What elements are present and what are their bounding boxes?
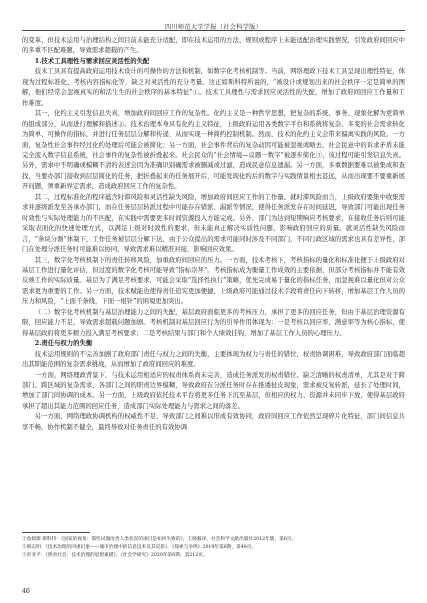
body-paragraph: （二）数字化考核机制与基层治理能力之间的失配，基层政府面临更多的考核压力，承担了更多的回应任务，但由于基层治理资源有限，回应能力不足，导致需求超载问题加剧。考核机制对基层回应行为的引导作用体现为：一是考核以回应率、满意率等为核心指标，使得基层政府将更多精力投入满足考核要求；二是考核结果与部门和个人绩效挂钩，增加了基层工作人员的心理压力。 [22,308,405,337]
footnote-rule [22,532,90,533]
body-paragraph: 另一方面，网络理政协调机构的权威性不足，导致部门之间难以形成有效协同，政府间回应工作依然呈现碎片化特征，部门间信息共享不畅，协作机制不健全，最终导致对任务责任的有效协调 [22,413,405,431]
footnotes [22,536,405,560]
body-paragraph: 一方面，网络理政背景下，与技术运用相适应的权责体系尚未完善，造成任务派发的权责错位。缺乏清晰的权责清单，尤其是对于跨部门、跨区域的复杂需求，各部门之间的职责边界模糊，导致政府在分派任务时存在推诿扯皮现象，需求被反复转派，延长了处理时间，增加了部门间协调的成本。另一方面，上级政府依托技术平台将更多任务下沉至基层，但相应的权力、资源并未同步下放，使得基层政府承担了超出其能力范围的回应任务，造成部门实际处理能力与需求之间的落差。 [22,371,405,410]
article-body [22,36,405,433]
body-paragraph: 其三，数字化考核机制下的责任转移风险，加重政府间回应的压力。一方面，技术考核下，考核指标的量化和标准化便于上级政府对基层工作进行量化评估，但过度的数字化考核可能导致“指标崇拜”。考核指标成为衡量工作成效的主要依据，但部分考核指标并不能有效反映工作的实际质量。基层为了满足考核要求，可能会采取“选择性执行”策略，优先完成易于量化的指标任务，而忽视难以量化但对公众需求更为重要的工作。另一方面，技术赋能也使得责任追究更加便捷，上级政府可能通过技术手段将责任向下转移，增加基层工作人员的压力和风险，“上面千条线，下面一根针”的困境更加突出。 [22,256,405,306]
footnote: ③彭亚平：《照看社会：技术治理的思想素描》，《社会学研究》2020年第6期，第212页。 [22,552,208,558]
section-heading: 2.责任与权力的失衡 [34,340,93,348]
section-heading: 1.技术工具理性与需求回应灵活性的失配 [34,57,150,65]
body-paragraph: 的变革，但技术运用与治理结构之间目前未能充分适配，即在技术运用的方法、规则或程序上未能适配治理实践情况，引发政府间回应中的多重不匹配难题，导致需求超载的产生。 [22,37,405,55]
page-number: 46 [22,588,30,595]
footnote: ②韩志明：《技术治理的四重幻象——城市治理中的信息技术及其反思》，《探索与争鸣》2019年第6期，第48页。 [22,544,257,550]
body-paragraph: 其一，化约主义引发信息失真，增加政府间回应工作的复杂性。化约主义是一种哲学思想，把复杂的系统、事务、现象化解为更简单的组成部分，从而进行理解和描述②。技术治理本身具有化约主义特征，上级政府运用各类数字平台和系统将复杂、多变的社会需求转化为简单、可操作的指标，并进行任务层层分解和传递，从而实现一种简约控制机制。然而，技术的化约主义会带来偏离实践的风险。一方面，复杂性社会事件经过化约处理后可能会被简化；另一方面，社会事件背后的复杂动因可能被忽视或略去，社会民意中的诉求矛盾未能完全流入数字信息系统，社会事件的复杂性被折叠起来。社会民众的“社会情境—议题一数字”被逐步简化③，该过程可能引发信息失真。另外，需求中不明确或模糊不清的表述会因为准确识别确需求被删减或过滤，造成民意信息遗漏。另一方面，多重数据要难以被集成和查找，当要办部门接收到层层简化的任务，把折叠起来的任务展开后，可能发现化约后的数字与实践情景相去甚远，从而出现要不要重新展开问题，须重新界定需求，造成政府回应工作的复杂性。 [22,110,405,191]
footnote: ①詹姆斯·斯科特：《国家的视角：那些试图改善人类状况的项目是如何失败的》，王晓毅译，社会科学文献出版社2012年版，第6页。 [22,537,297,542]
body-paragraph: 技术工具具有提高政府运用技术设计的可操作的方法和机制，如数字化考核机制等。当前，网络理政下技术工具呈现出理性特征，体现为过程标准化、考核内容指标化等，缺乏对灵活性的充分考量。这正如斯科特所说的，“被设计或规划出来的社会秩序一定是简单的图解，他们经常会忽视真实的和活生生的社会秩序的基本特征”①。技术工具理性与需求回应灵活性的失配，增加了政府间回应工作量和工作难度。 [22,68,405,107]
running-header [22,14,405,31]
body-paragraph: 技术运用规则的不完善加剧了政府部门责任与权力之间的失衡，主要体现为权力与责任的错位，权责协调困难，导致政府部门面临超出其职能范围的复杂需求挑战，从而增加了政府间回应的难度。 [22,350,405,369]
journal-title: 四川师范大学学报（社会科学版） [164,24,263,31]
body-paragraph: 其二，过程标准化的程序蕴含时滞风险和灵活性缺失风险，增加政府间回应工作的工作量。就时滞风险而言，上级政府要集中收集需求并逐级派发至各承办部门，而在任务层层转派过程中可能存在错派、漏派等情况，使得任务派发存在时间延迟，导致部门可能出现任务时效性与实际处理能力的不匹配，在实践中需要更多时间资源投入方能完成。另外，部门为达到短期响应考核要求，在接收任务后则可能采取表面化的快速处理方式，以满足上级对时效性的要求，但未能真正解决实质性问题，影响政府回应的质量。就灵活性缺失风险而言，“条块分割”体制下，工作任务被层层分解下达，由于公众提出的需求可能同时涉及不同部门，不同行政区域的需求也具有差异性，部门在处理分派任务时可能难以协同，导致需求难以精准对接，影响回应效果。 [22,193,405,254]
